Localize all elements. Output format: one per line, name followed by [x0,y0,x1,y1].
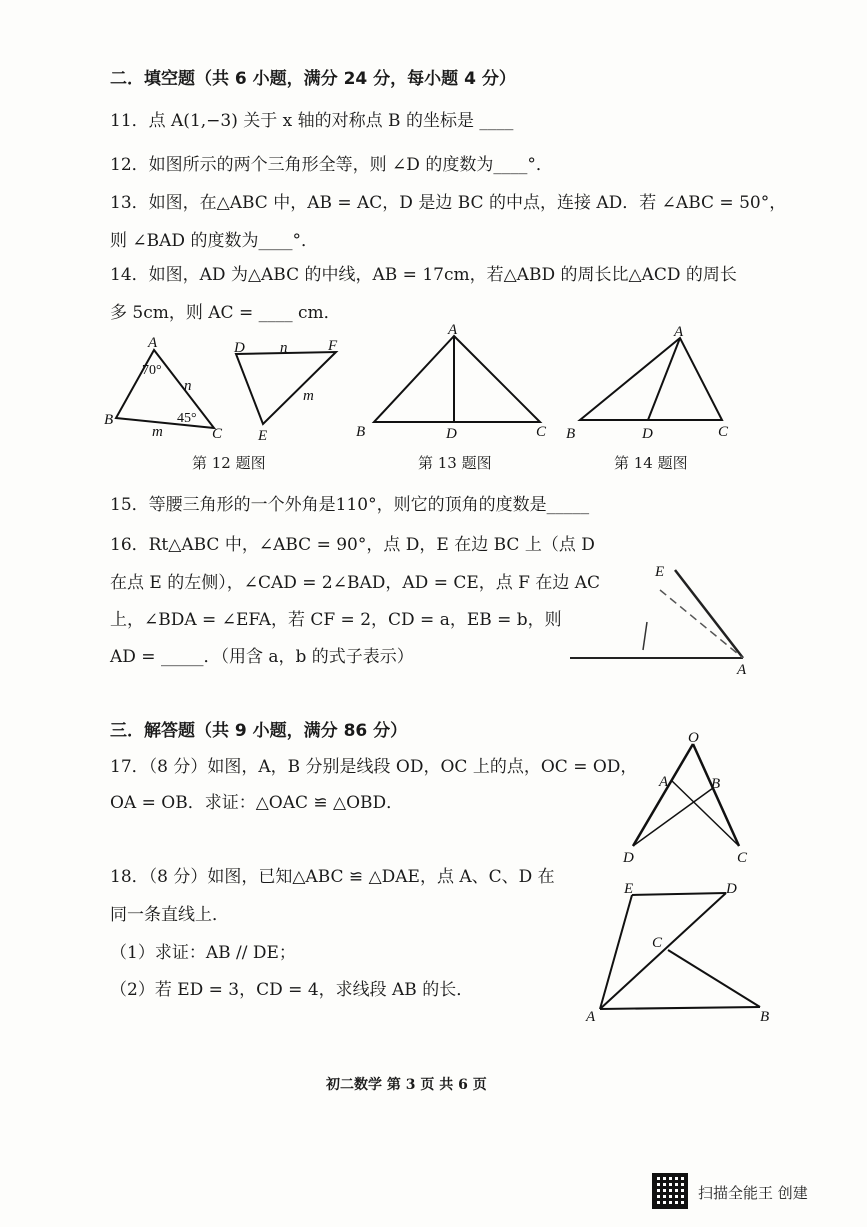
section-3-title: 三．解答题（共 9 小题，满分 86 分） [110,721,408,741]
fig12-angle-c: 45° [177,411,197,426]
fig18-label-a: A [586,1009,596,1025]
fig18-label-c: C [652,935,663,951]
question-15: 15．等腰三角形的一个外角是110°，则它的顶角的度数是_____ [110,495,590,515]
caption-fig14: 第 14 题图 [614,454,688,472]
fig12-label-d: D [234,340,245,356]
figure-18 [580,875,780,1025]
fig13-label-a: A [448,322,458,338]
question-17-line-2: OA = OB．求证：△OAC ≌ △OBD． [110,793,404,813]
caption-fig13: 第 13 题图 [418,454,492,472]
caption-fig12: 第 12 题图 [192,454,266,472]
fig13-label-c: C [536,424,547,440]
fig17-label-d: D [623,850,634,866]
fig13-label-d: D [446,426,457,442]
figure-14 [560,320,740,445]
fig13-label-b: B [356,424,366,440]
fig17-label-a: A [659,774,669,790]
question-12: 12．如图所示的两个三角形全等，则 ∠D 的度数为____°． [110,155,553,175]
fig12-side-n1: n [184,378,192,394]
question-16-line-1: 16．Rt△ABC 中，∠ABC = 90°，点 D，E 在边 BC 上（点 D [110,535,595,555]
fig12-label-c: C [212,426,223,442]
fig12-label-e: E [258,428,268,444]
question-16-line-2: 在点 E 的左侧），∠CAD = 2∠BAD，AD = CE，点 F 在边 AC [110,573,601,593]
fig14-label-b: B [566,426,576,442]
question-16-line-3: 上，∠BDA = ∠EFA，若 CF = 2，CD = a，EB = b，则 [110,610,562,630]
fig17-label-c: C [737,850,748,866]
fig12-side-m1: m [152,424,163,440]
question-14-line-2: 多 5cm，则 AC = ____ cm． [110,303,341,323]
fig12-side-n2: n [280,340,288,356]
fig14-label-c: C [718,424,729,440]
fig14-label-d: D [642,426,653,442]
question-16-line-4: AD = _____．（用含 a，b 的式子表示） [110,647,414,667]
question-13-line-2: 则 ∠BAD 的度数为____°． [110,231,318,251]
fig12-label-b: B [104,412,114,428]
fig18-label-e: E [624,881,634,897]
fig17-label-o: O [688,730,699,746]
figure-12 [100,332,360,447]
fig12-label-f: F [328,338,338,354]
fig16-label-a: A [737,662,747,678]
fig18-label-d: D [726,881,737,897]
page-footer: 初二数学 第 3 页 共 6 页 [326,1077,487,1093]
figure-16 [565,560,765,680]
qr-code-icon [652,1173,688,1209]
question-18-part-1: （1）求证：AB // DE； [110,943,296,963]
question-14-line-1: 14．如图，AD 为△ABC 的中线，AB = 17cm，若△ABD 的周长比△ACD 的周长 [110,265,737,285]
question-17-line-1: 17．（8 分）如图，A，B 分别是线段 OD，OC 上的点，OC = OD， [110,757,638,777]
question-18-line-1: 18．（8 分）如图，已知△ABC ≌ △DAE，点 A、C、D 在 [110,867,555,887]
question-18-part-2: （2）若 ED = 3，CD = 4，求线段 AB 的长． [110,980,474,1000]
question-18-line-2: 同一条直线上． [110,905,229,925]
fig12-label-a: A [148,335,158,351]
fig12-angle-a: 70° [142,363,162,378]
question-11: 11．点 A(1,−3) 关于 x 轴的对称点 B 的坐标是 ____ [110,111,514,131]
scanner-watermark: 扫描全能王 创建 [698,1184,808,1202]
fig12-side-m2: m [303,388,314,404]
section-2-title: 二．填空题（共 6 小题，满分 24 分，每小题 4 分） [110,69,516,89]
figure-17 [615,728,755,868]
fig16-label-e: E [655,564,665,580]
fig14-label-a: A [674,324,684,340]
question-13-line-1: 13．如图，在△ABC 中，AB = AC，D 是边 BC 的中点，连接 AD．若 ∠ABC = 50°， [110,193,787,213]
figure-13 [350,320,560,445]
fig18-label-b: B [760,1009,770,1025]
fig17-label-b: B [711,776,721,792]
